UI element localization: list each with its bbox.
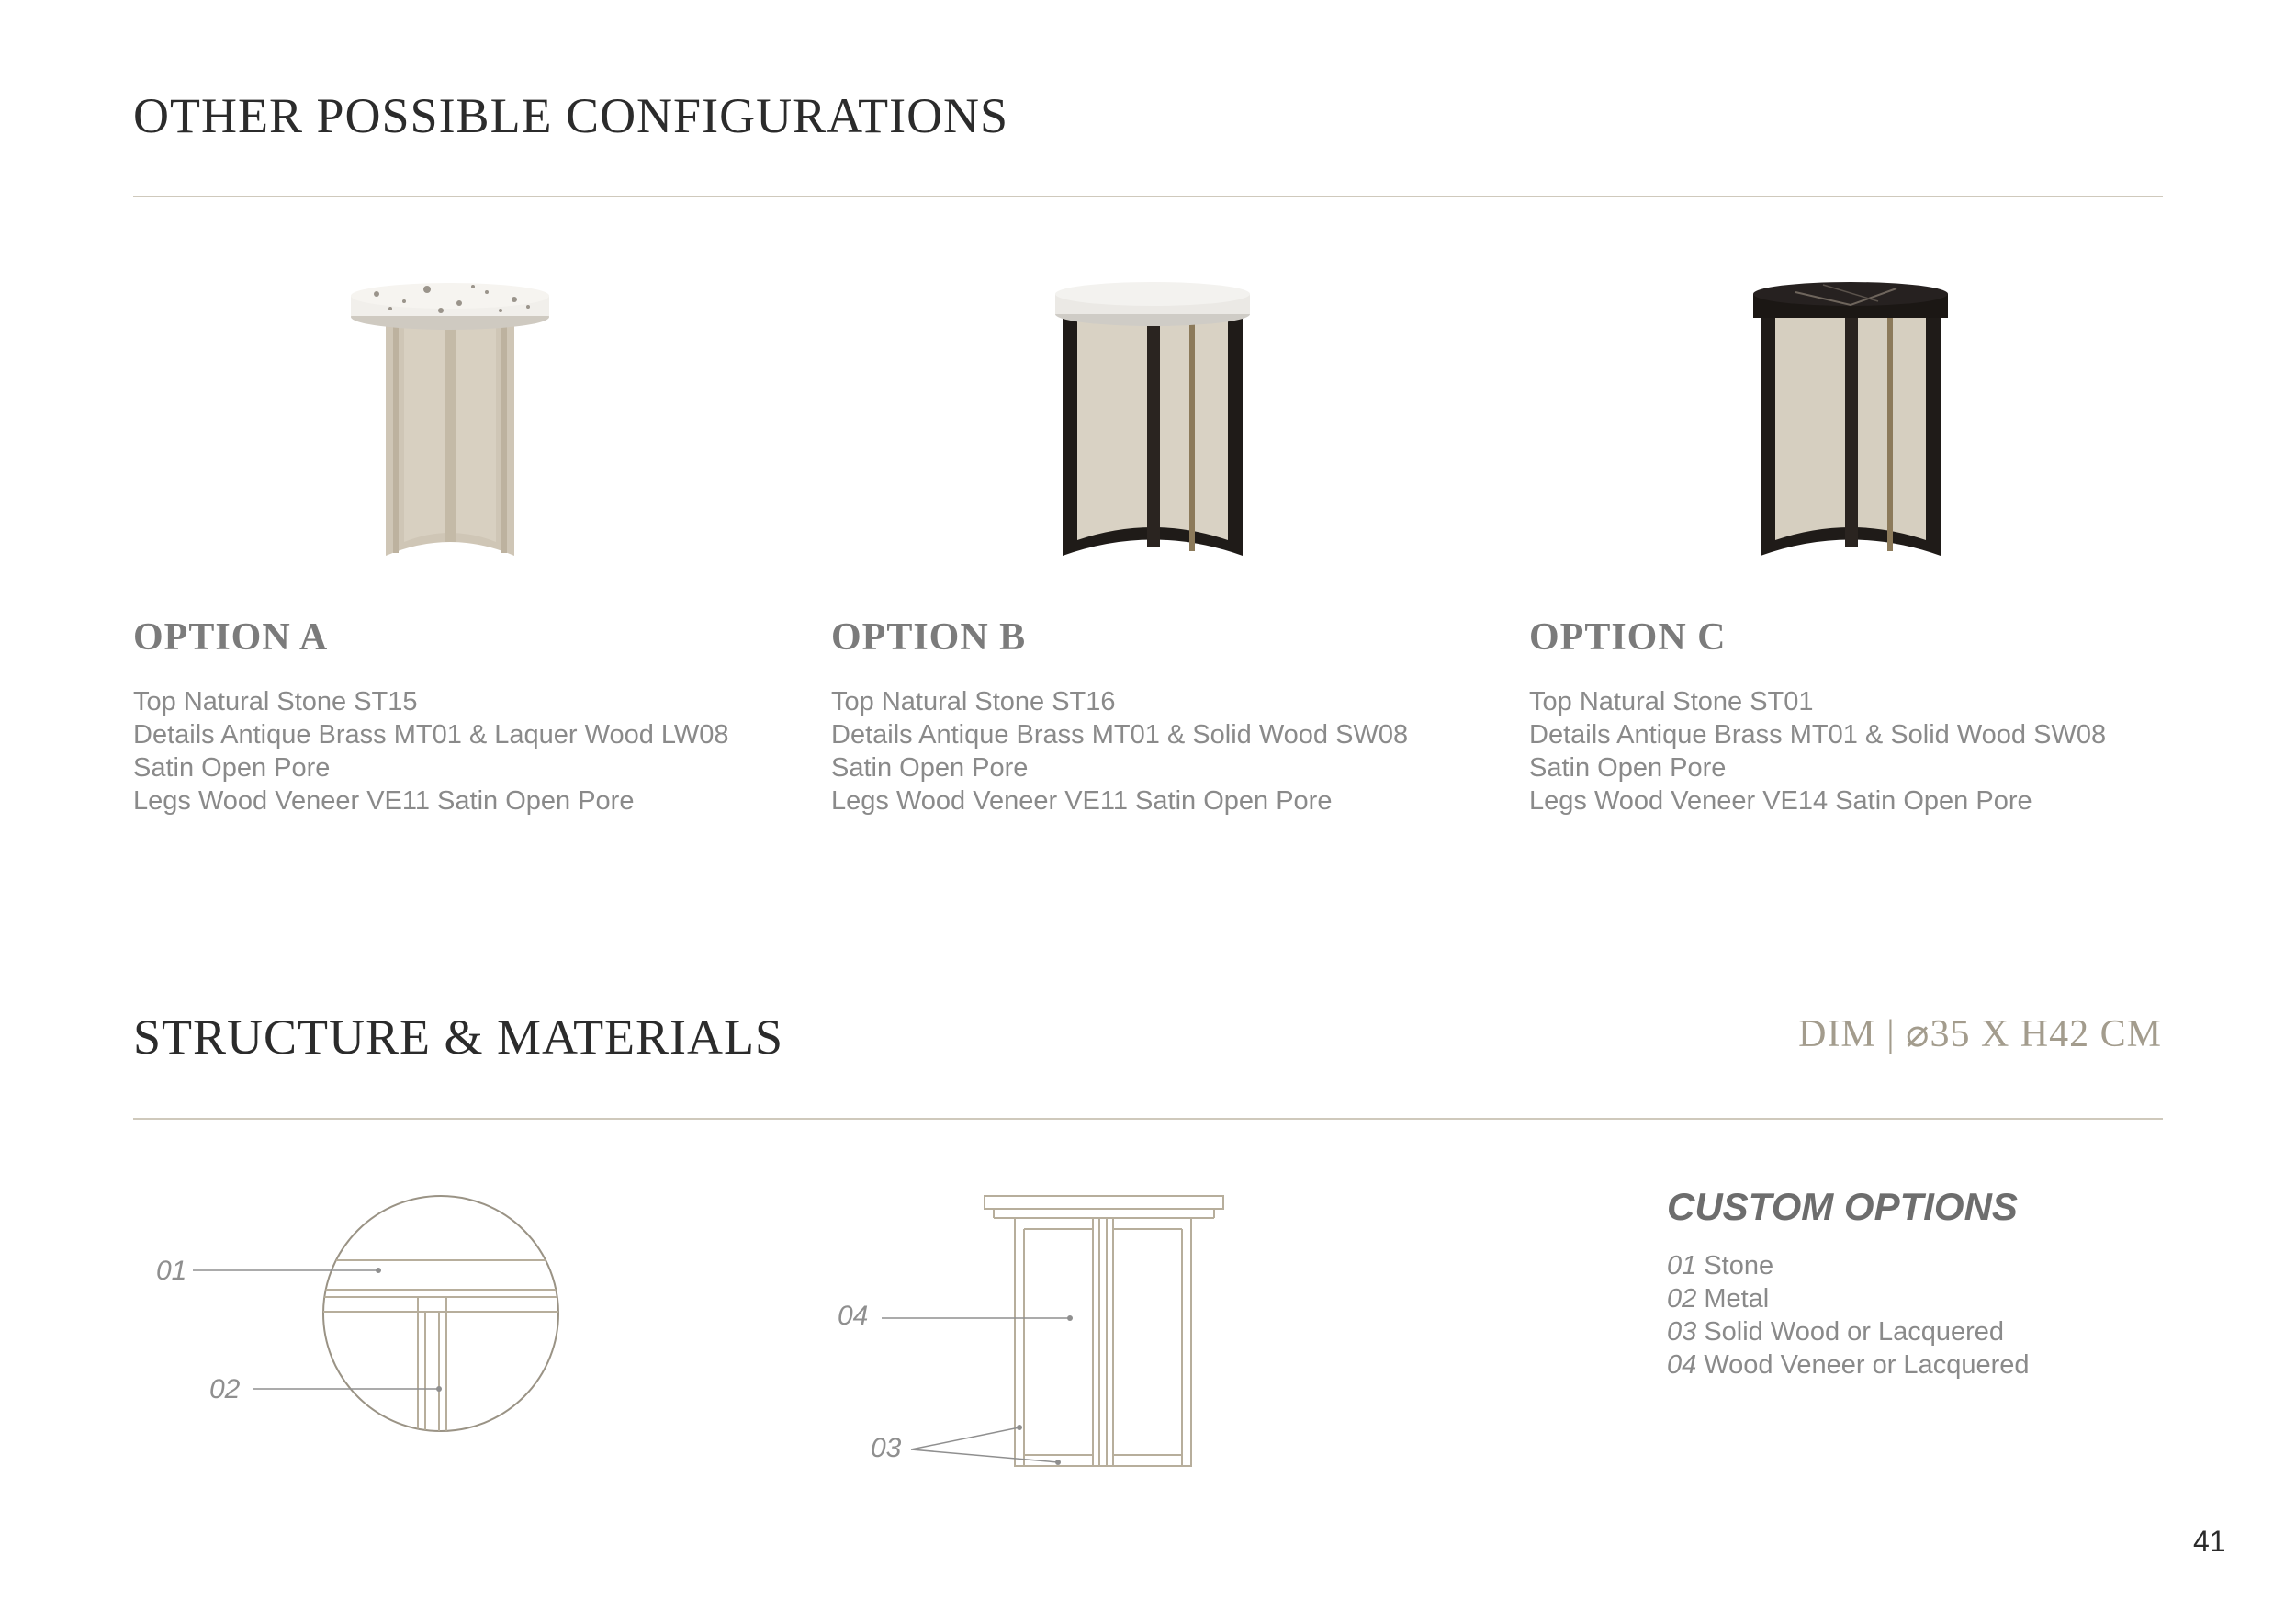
custom-option-label: Stone	[1704, 1251, 1774, 1280]
option-spec-line: Details Antique Brass MT01 & Solid Wood SW08	[1529, 720, 2107, 750]
option-spec-line: Satin Open Pore	[831, 753, 1029, 783]
option-spec-line: Legs Wood Veneer VE14 Satin Open Pore	[1529, 786, 2032, 816]
callout-04: 04	[838, 1301, 869, 1331]
product-image-option-b	[1042, 276, 1263, 579]
option-spec-line: Legs Wood Veneer VE11 Satin Open Pore	[831, 786, 1333, 816]
option-title: OPTION C	[1529, 616, 1727, 659]
detail-drawing	[138, 1194, 579, 1470]
option-spec-line: Satin Open Pore	[1529, 753, 1727, 783]
product-image-option-a	[340, 276, 560, 579]
custom-option-label: Metal	[1704, 1284, 1770, 1314]
custom-option-item	[1667, 1282, 2030, 1315]
dimensions-label: DIM | ⌀35 X H42 CM	[1798, 1013, 2162, 1055]
section-title-configurations: OTHER POSSIBLE CONFIGURATIONS	[133, 88, 1009, 143]
custom-option-item	[1667, 1249, 2030, 1282]
callout-01: 01	[156, 1256, 187, 1286]
section-title-structure: STRUCTURE & MATERIALS	[133, 1009, 784, 1065]
divider	[133, 196, 2163, 197]
custom-option-number: 01	[1667, 1251, 1697, 1280]
option-b	[831, 615, 1492, 818]
option-title: OPTION B	[831, 616, 1027, 659]
custom-option-number: 03	[1667, 1317, 1697, 1347]
product-image-option-c	[1740, 276, 1961, 579]
page-number: 41	[2193, 1525, 2226, 1558]
custom-option-item	[1667, 1348, 2030, 1382]
callout-02: 02	[209, 1374, 241, 1404]
option-spec-line: Top Natural Stone ST15	[133, 687, 418, 716]
option-spec-line: Satin Open Pore	[133, 753, 331, 783]
divider	[133, 1118, 2163, 1120]
custom-options	[1667, 1185, 2030, 1382]
callout-03: 03	[871, 1433, 902, 1463]
option-spec-line: Legs Wood Veneer VE11 Satin Open Pore	[133, 786, 635, 816]
custom-option-item	[1667, 1315, 2030, 1348]
option-a	[133, 615, 794, 818]
option-spec-line: Top Natural Stone ST01	[1529, 687, 1814, 716]
option-spec-line: Details Antique Brass MT01 & Solid Wood SW08	[831, 720, 1409, 750]
custom-option-number: 02	[1667, 1284, 1697, 1314]
option-spec-line: Top Natural Stone ST16	[831, 687, 1116, 716]
custom-option-number: 04	[1667, 1350, 1697, 1380]
custom-options-title: CUSTOM OPTIONS	[1667, 1185, 2018, 1228]
option-title: OPTION A	[133, 616, 329, 659]
custom-option-label: Solid Wood or Lacquered	[1704, 1317, 2005, 1347]
custom-option-label: Wood Veneer or Lacquered	[1704, 1350, 2030, 1380]
option-c	[1529, 615, 2190, 818]
option-spec-line: Details Antique Brass MT01 & Laquer Wood LW08	[133, 720, 729, 750]
